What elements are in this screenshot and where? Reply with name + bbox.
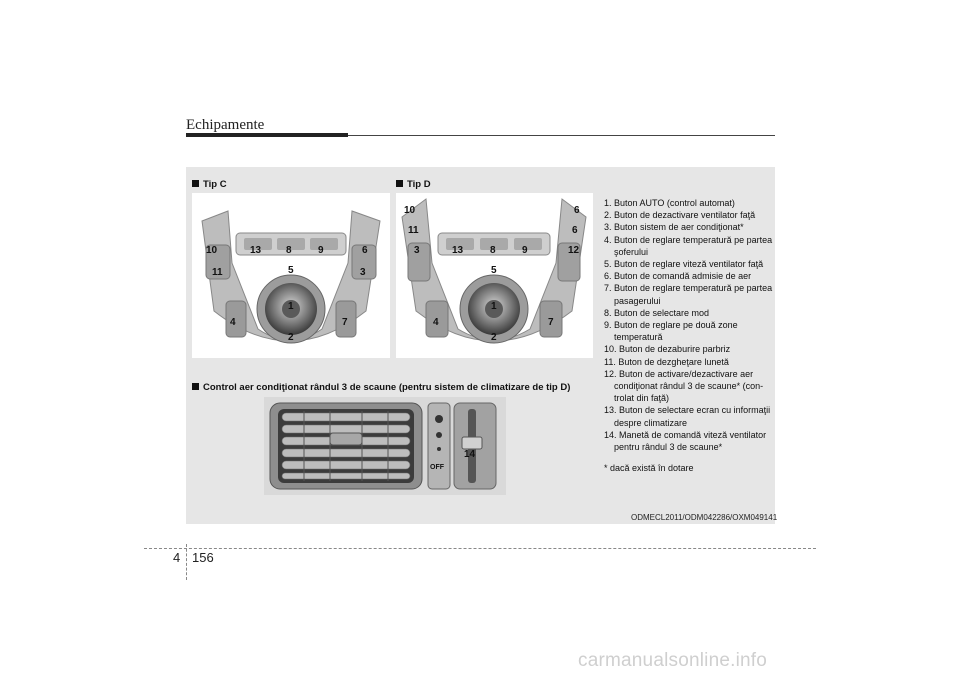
callout-d-4: 4 bbox=[433, 317, 439, 328]
legend-item: 2. Buton de dezactivare ventilator faţă bbox=[604, 210, 756, 221]
footer-rule bbox=[144, 548, 816, 549]
callout-d-3: 3 bbox=[414, 245, 420, 256]
legend-item: 13. Buton de selectare ecran cu informaţii despre climatizare bbox=[604, 405, 771, 428]
callout-d-2: 2 bbox=[491, 332, 497, 343]
callout-c-5: 5 bbox=[288, 265, 294, 276]
legend-item: 14. Manetă de comandă viteză ventilator pentru rândul 3 de scaune* bbox=[604, 429, 767, 453]
legend-item: 12. Buton de activare/dezactivare aer condiţionat rândul 3 de scaune* (con-trolat din faţă) bbox=[604, 368, 764, 404]
callout-c-6: 6 bbox=[362, 245, 368, 256]
callout-c-4: 4 bbox=[230, 317, 236, 328]
callout-c-3: 3 bbox=[360, 267, 366, 278]
legend-item: 3. Buton sistem de aer condiţionat* bbox=[604, 222, 744, 233]
legend-item: 9. Buton de reglare pe două zone temperatură bbox=[604, 320, 738, 343]
rear-off-label: OFF bbox=[430, 464, 444, 471]
legend-item: 1. Buton AUTO (control automat) bbox=[604, 198, 735, 208]
tip-c-control-panel bbox=[192, 193, 390, 358]
callout-d-8: 8 bbox=[490, 245, 496, 256]
callout-d-6: 6 bbox=[572, 225, 578, 236]
rear-vent-panel bbox=[264, 397, 506, 495]
page-number: 156 bbox=[192, 550, 214, 565]
callout-c-9: 9 bbox=[318, 245, 324, 256]
rear-control-label: Control aer condiţionat rândul 3 de scaune (pentru sistem de climatizare de tip D) bbox=[192, 382, 570, 393]
callout-d-9: 9 bbox=[522, 245, 528, 256]
callout-d-13: 13 bbox=[452, 245, 464, 256]
section-title: Echipamente bbox=[186, 117, 265, 133]
callout-d-5: 5 bbox=[491, 265, 497, 276]
watermark: carmanualsonline.info bbox=[578, 650, 768, 671]
legend-note: * dacă există în dotare bbox=[604, 463, 694, 474]
header-rule-thick bbox=[186, 133, 348, 137]
image-code: ODMECL2011/ODM042286/OXM049141 bbox=[631, 513, 778, 522]
tip-d-label: Tip D bbox=[396, 179, 431, 190]
callout-d-7: 7 bbox=[548, 317, 554, 328]
tip-c-label: Tip C bbox=[192, 179, 227, 190]
callout-c-13: 13 bbox=[250, 245, 262, 256]
footer-divider bbox=[186, 544, 187, 580]
callout-c-2: 2 bbox=[288, 332, 294, 343]
chapter-number: 4 bbox=[173, 550, 181, 565]
legend-item: 8. Buton de selectare mod bbox=[604, 307, 710, 318]
legend-item: 4. Buton de reglare temperatură pe partea şoferului bbox=[604, 234, 773, 257]
callout-d-1: 1 bbox=[491, 301, 497, 312]
callout-c-11: 11 bbox=[212, 267, 223, 278]
legend-item: 6. Buton de comandă admisie de aer bbox=[604, 271, 752, 282]
legend-item: 5. Buton de reglare viteză ventilator faţă bbox=[604, 259, 764, 270]
legend-item: 11. Buton de dezgheţare lunetă bbox=[604, 356, 729, 367]
callout-rear-14: 14 bbox=[464, 449, 476, 460]
callout-d-6-top: 6 bbox=[574, 205, 580, 216]
callout-d-11: 11 bbox=[408, 225, 419, 236]
callout-d-12: 12 bbox=[568, 245, 580, 256]
callout-c-7: 7 bbox=[342, 317, 348, 328]
callout-c-8: 8 bbox=[286, 245, 292, 256]
callout-c-1: 1 bbox=[288, 301, 294, 312]
legend-item: 7. Buton de reglare temperatură pe partea pasagerului bbox=[604, 283, 773, 306]
tip-d-control-panel bbox=[396, 193, 593, 358]
legend-item: 10. Buton de dezaburire parbriz bbox=[604, 344, 731, 355]
callout-c-10: 10 bbox=[206, 245, 218, 256]
header-rule-thin bbox=[348, 135, 775, 136]
callout-d-10: 10 bbox=[404, 205, 416, 216]
legend-list bbox=[604, 197, 774, 474]
